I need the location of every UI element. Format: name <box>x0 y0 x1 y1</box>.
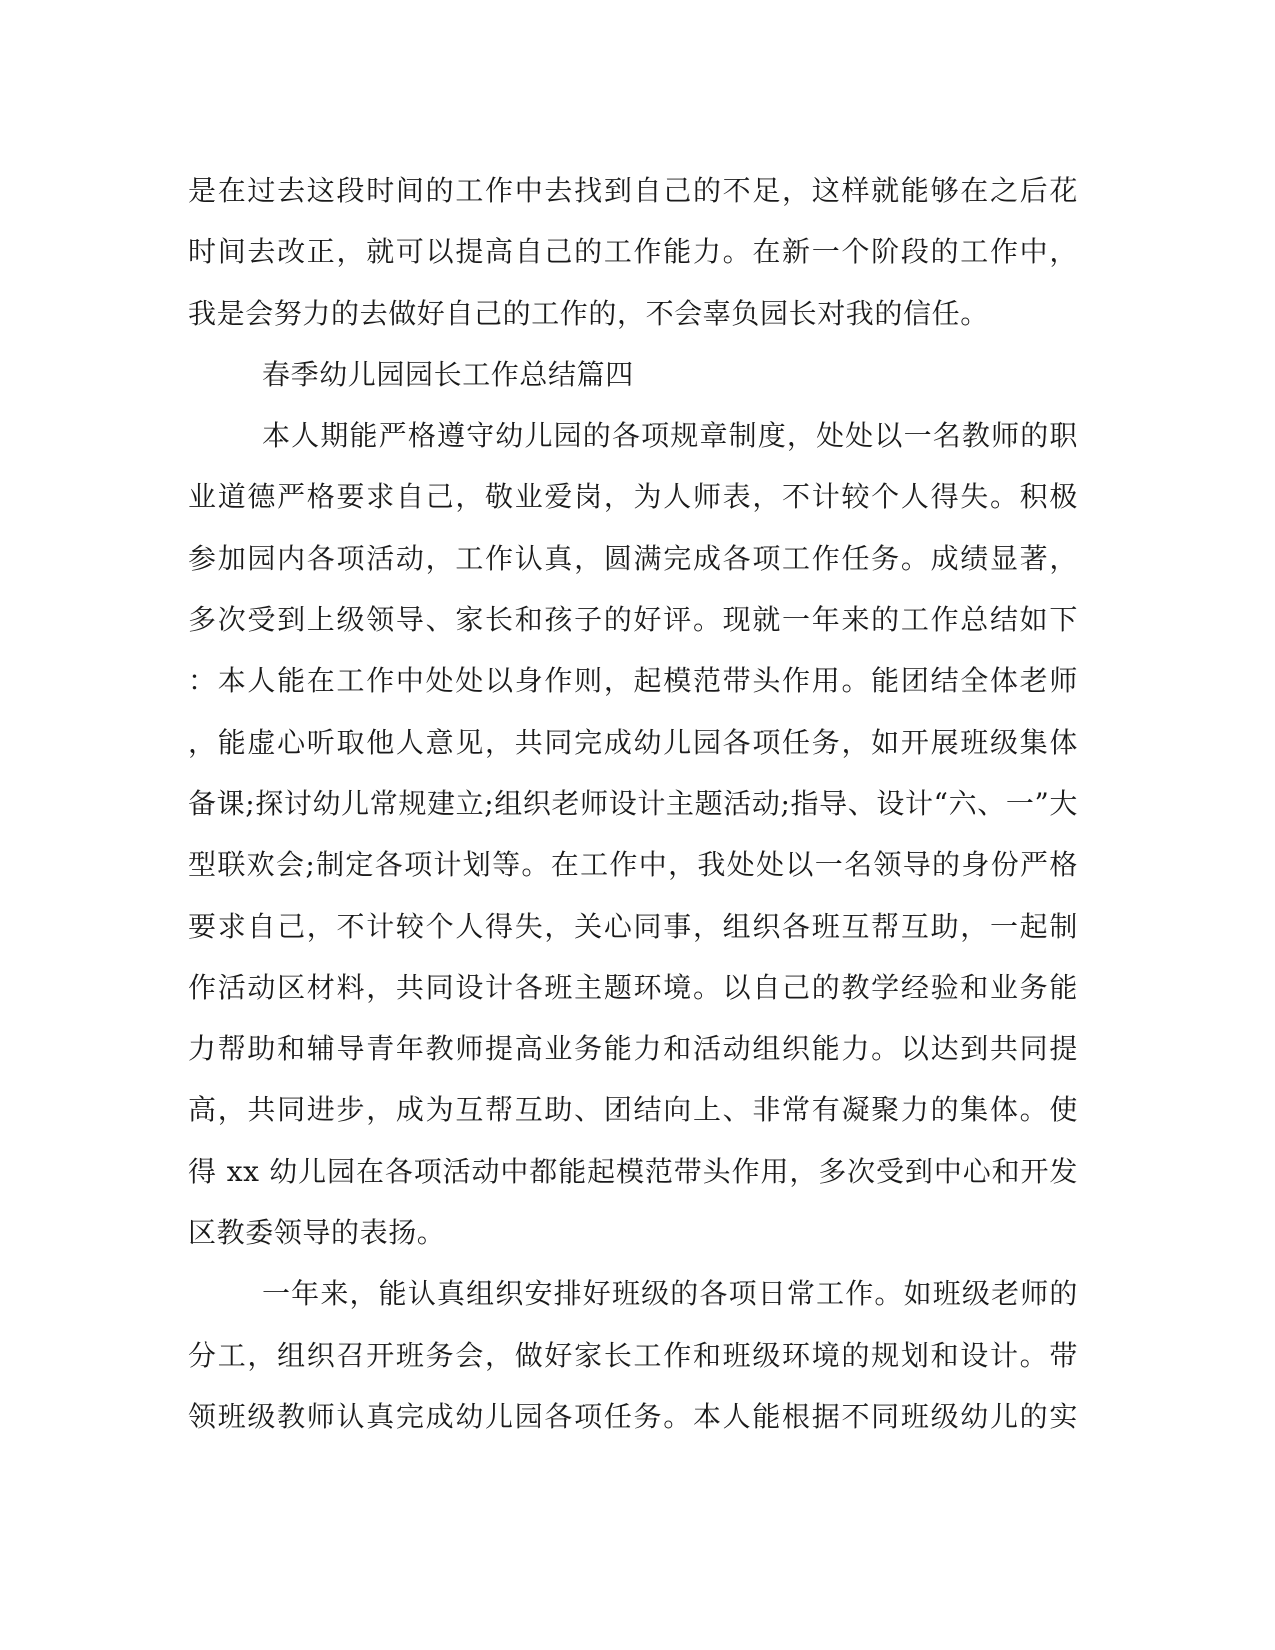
text-line: 是在过去这段时间的工作中去找到自己的不足，这样就能够在之后花 <box>188 174 1078 207</box>
text-line: 我是会努力的去做好自己的工作的，不会辜负园长对我的信任。 <box>188 296 989 330</box>
text-line: 备课;探讨幼儿常规建立;组织老师设计主题活动;指导、设计“六、一”大 <box>188 786 1078 820</box>
text-line: 区教委领导的表扬。 <box>188 1216 446 1250</box>
text-line: ：本人能在工作中处处以身作则，起模范带头作用。能团结全体老师 <box>188 664 1078 698</box>
text-line: 参加园内各项活动，工作认真，圆满完成各项工作任务。成绩显著， <box>188 541 1078 575</box>
text-line: 要求自己，不计较个人得失，关心同事，组织各班互帮互助，一起制 <box>188 909 1078 943</box>
text-line: 力帮助和辅导青年教师提高业务能力和活动组织能力。以达到共同提 <box>188 1032 1078 1066</box>
text-line: 领班级教师认真完成幼儿园各项任务。本人能根据不同班级幼儿的实 <box>188 1399 1078 1433</box>
text-line: 得 xx 幼儿园在各项活动中都能起模范带头作用，多次受到中心和开发 <box>188 1154 1078 1188</box>
text-line: 高，共同进步，成为互帮互助、团结向上、非常有凝聚力的集体。使 <box>188 1093 1078 1127</box>
document-body <box>188 160 1078 1447</box>
text-line: 一年来，能认真组织安排好班级的各项日常工作。如班级老师的 <box>262 1277 1078 1311</box>
text-line: 多次受到上级领导、家长和孩子的好评。现就一年来的工作总结如下 <box>188 603 1078 637</box>
text-line: 型联欢会;制定各项计划等。在工作中，我处处以一名领导的身份严格 <box>188 848 1078 882</box>
text-line: 时间去改正，就可以提高自己的工作能力。在新一个阶段的工作中， <box>188 235 1078 269</box>
text-line: 分工，组织召开班务会，做好家长工作和班级环境的规划和设计。带 <box>188 1338 1078 1372</box>
text-line: 本人期能严格遵守幼儿园的各项规章制度，处处以一名教师的职 <box>262 419 1078 453</box>
text-line: 作活动区材料，共同设计各班主题环境。以自己的教学经验和业务能 <box>188 970 1078 1004</box>
text-line: 业道德严格要求自己，敬业爱岗，为人师表，不计较个人得失。积极 <box>188 480 1078 514</box>
section-heading: 春季幼儿园园长工作总结篇四 <box>262 357 634 391</box>
text-line: ，能虚心听取他人意见，共同完成幼儿园各项任务，如开展班级集体 <box>188 725 1078 759</box>
